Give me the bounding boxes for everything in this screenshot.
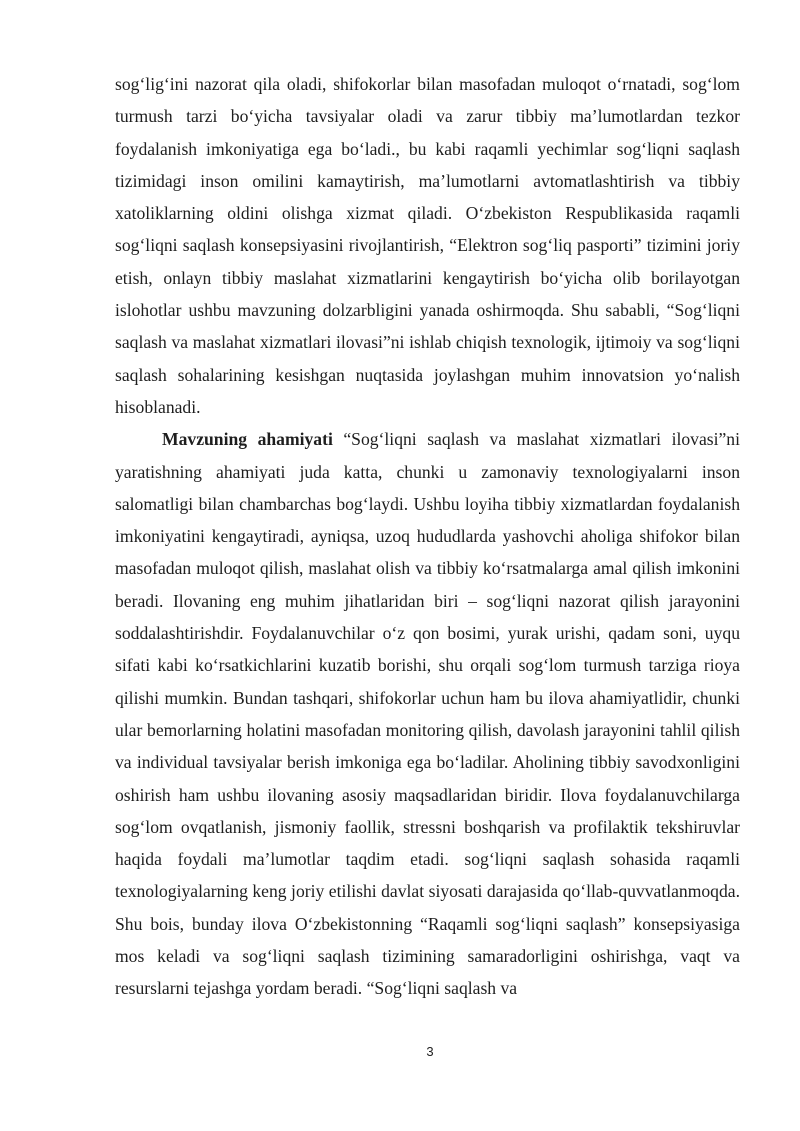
page-number: 3 (426, 1044, 434, 1059)
significance-paragraph (115, 423, 740, 1004)
document-page (115, 68, 740, 1005)
section-lead-heading: Mavzuning ahamiyati (162, 429, 333, 450)
significance-paragraph-text: “Sog‘liqni saqlash va maslahat xizmatlari ilovasi”ni yaratishning ahamiyati juda katta, chunki u zamonaviy texnologiyalarni inson salomatligi bilan chambarchas bog‘laydi. Ushbu loyiha tibbiy xizmatlardan foydalanish imkoniyatini kengaytiradi, ayniqsa, uzoq hududlarda yashovchi aholiga shifokor bilan masofadan muloqot qilish, maslahat olish va tibbiy ko‘rsatmalarga amal qilish imkonini beradi. Ilovaning eng muhim jihatlaridan biri – sog‘liqni nazorat qilish jarayonini soddalashtirishdir. Foydalanuvchilar o‘z qon bosimi, yurak urishi, qadam soni, uyqu sifati kabi ko‘rsatkichlarini kuzatib borishi, shu orqali sog‘lom turmush tarziga rioya qilishi mumkin. Bundan tashqari, shifokorlar uchun ham bu ilova ahamiyatlidir, chunki ular bemorlarning holatini masofadan monitoring qilish, davolash jarayonini tahlil qilish va individual tavsiyalar berish imkoniga ega bo‘ladilar. Aholining tibbiy savodxonligini oshirish ham ushbu ilovaning asosiy maqsadlaridan biridir. Ilova foydalanuvchilarga sog‘lom ovqatlanish, jismoniy faollik, stressni boshqarish va profilaktik tekshiruvlar haqida foydali ma’lumotlar taqdim etadi. sog‘liqni saqlash sohasida raqamli texnologiyalarning keng joriy etilishi davlat siyosati darajasida qo‘llab-quvvatlanmoqda. Shu bois, bunday ilova O‘zbekistonning “Raqamli sog‘liqni saqlash” konsepsiyasiga mos keladi va sog‘liqni saqlash tizimining samaradorligini oshirishga, vaqt va resurslarni tejashga yordam beradi. “Sog‘liqni saqlash va (115, 429, 740, 999)
body-paragraph: sog‘lig‘ini nazorat qila oladi, shifokorlar bilan masofadan muloqot o‘rnatadi, sog‘lom turmush tarzi bo‘yicha tavsiyalar oladi va zarur tibbiy ma’lumotlardan tezkor foydalanish imkoniyatiga ega bo‘ladi., bu kabi raqamli yechimlar sog‘liqni saqlash tizimidagi inson omilini kamaytirish, ma’lumotlarni avtomatlashtirish va tibbiy xatoliklarning oldini olishga xizmat qiladi. O‘zbekiston Respublikasida raqamli sog‘liqni saqlash konsepsiyasini rivojlantirish, “Elektron sog‘liq pasporti” tizimini joriy etish, onlayn tibbiy maslahat xizmatlarini kengaytirish bo‘yicha olib borilayotgan islohotlar ushbu mavzuning dolzarbligini yanada oshirmoqda. Shu sababli, “Sog‘liqni saqlash va maslahat xizmatlari ilovasi”ni ishlab chiqish texnologik, ijtimoiy va sog‘liqni saqlash sohalarining kesishgan nuqtasida joylashgan muhim innovatsion yo‘nalish hisoblanadi. (115, 74, 740, 417)
